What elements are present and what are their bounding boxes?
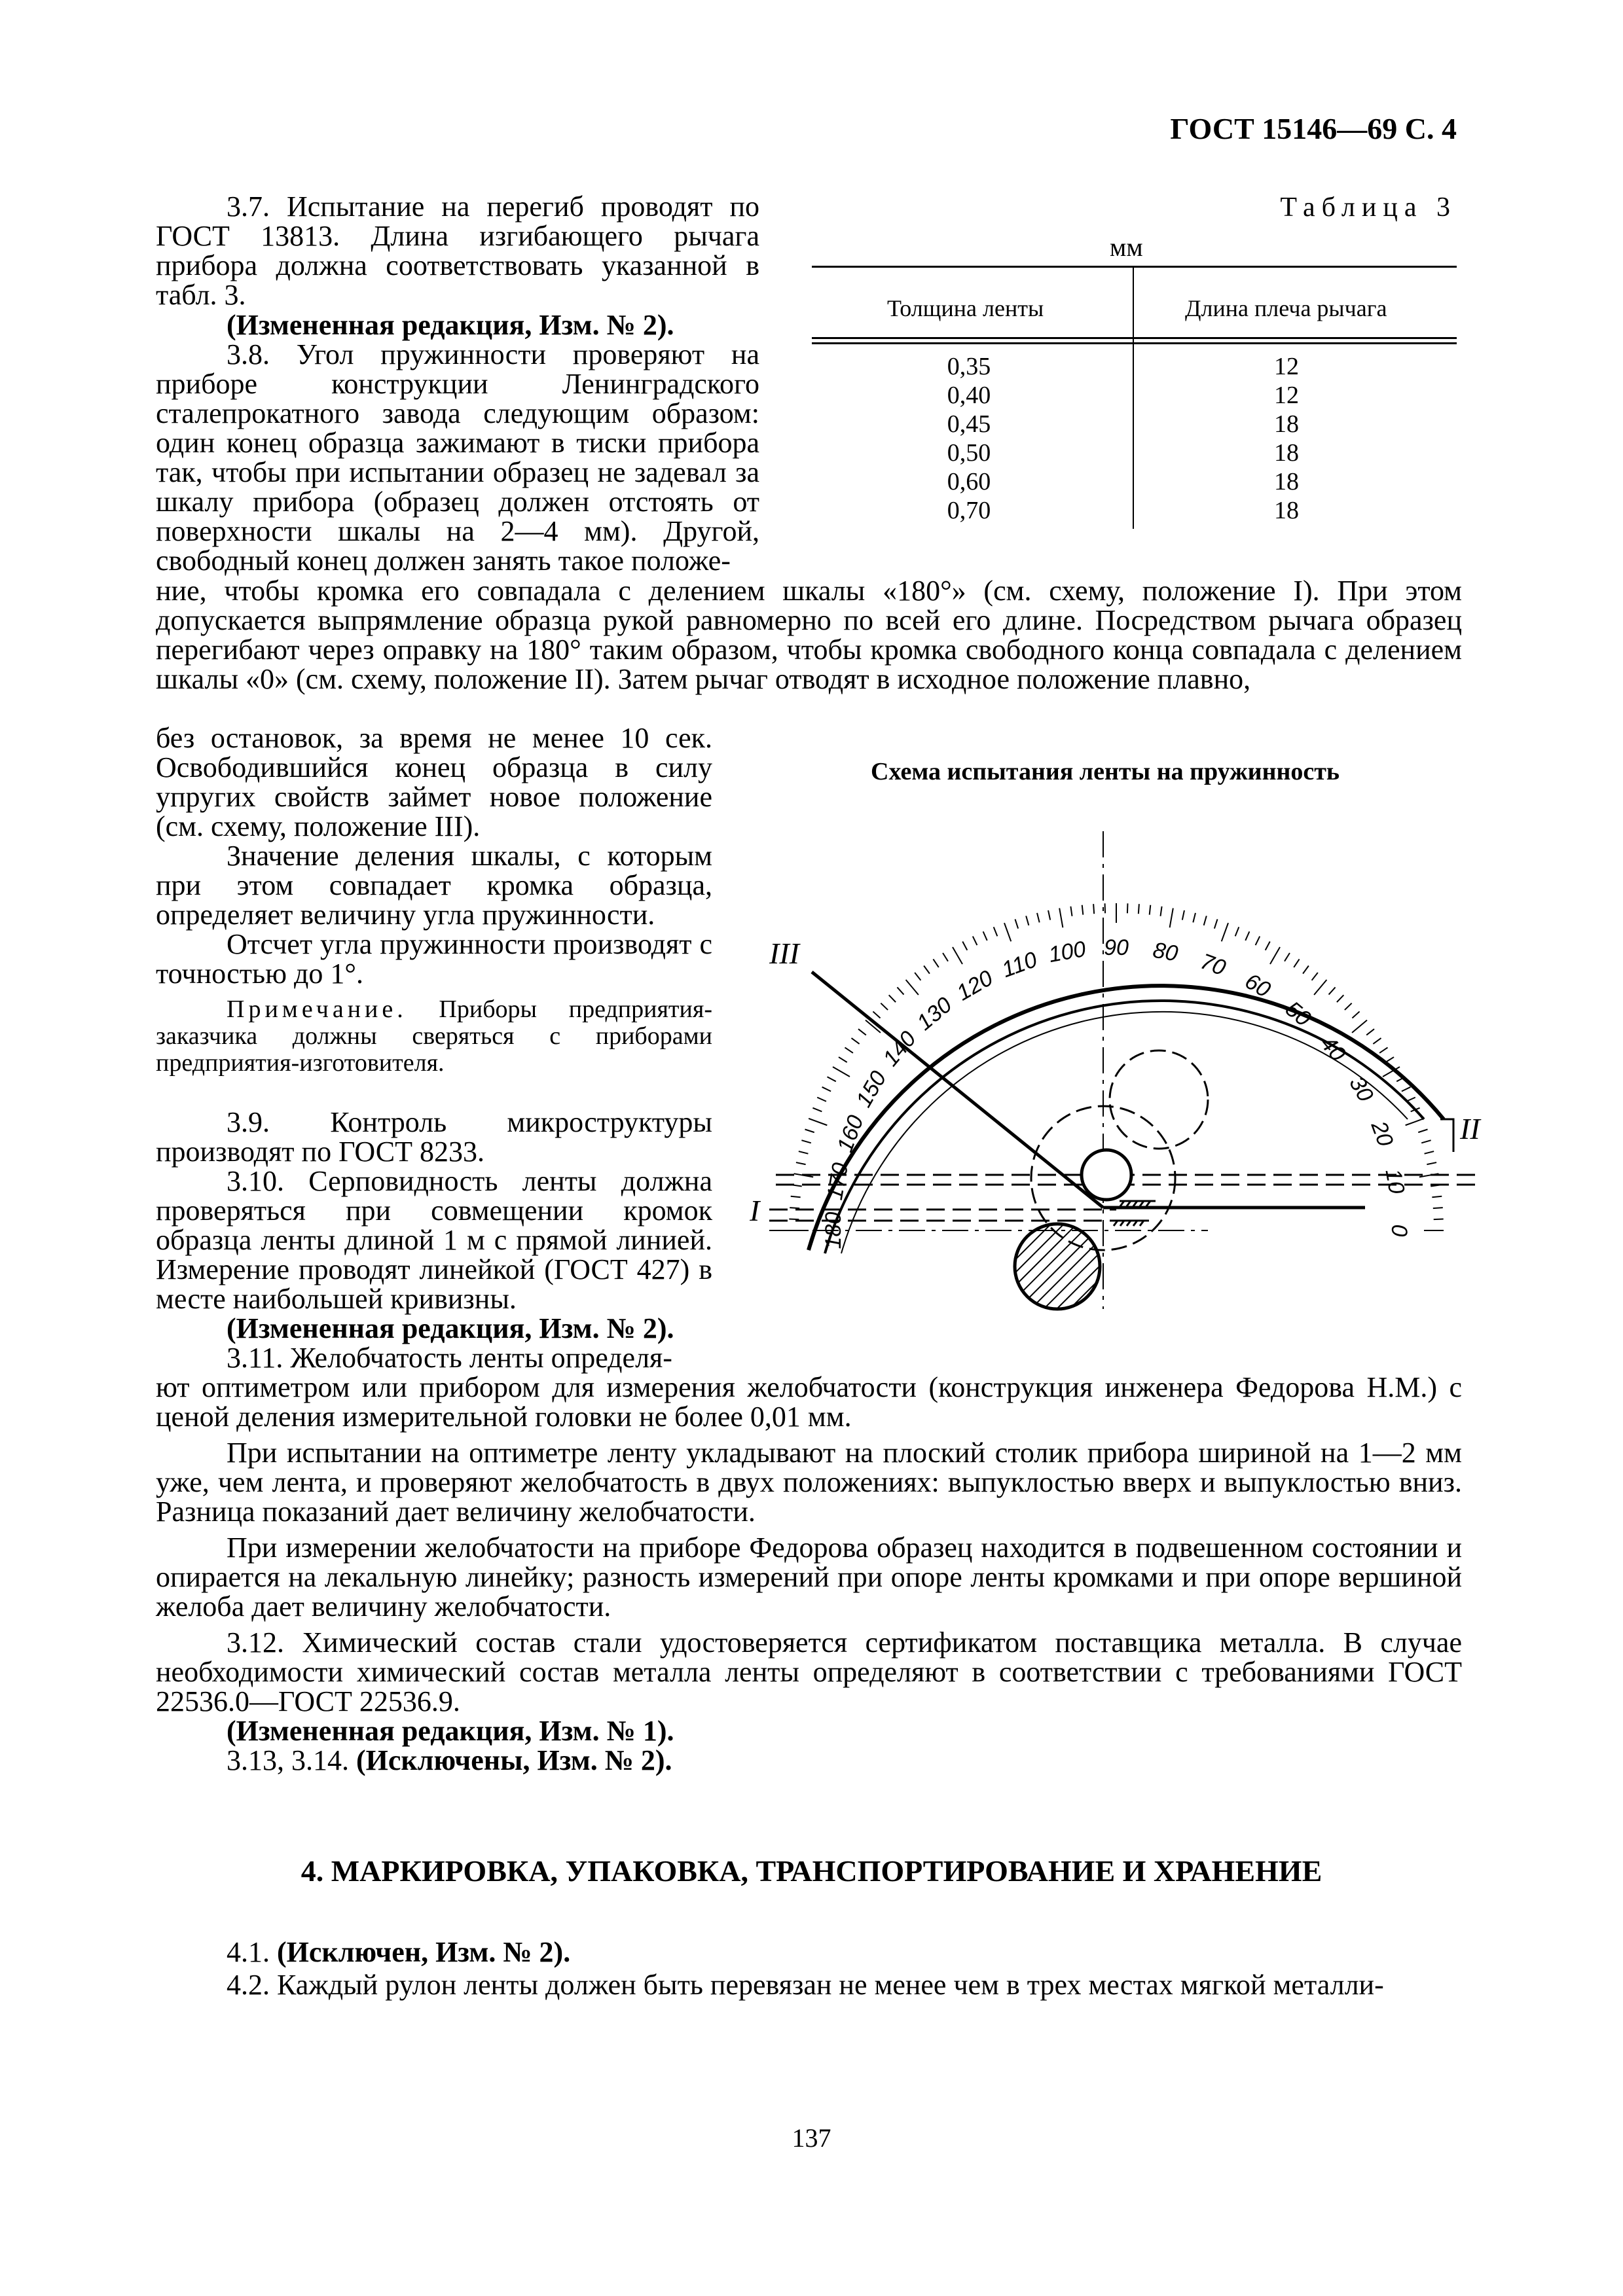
paragraph-4-1 [227, 1937, 570, 1967]
scale-tick [1418, 1129, 1427, 1132]
scale-tick [1329, 987, 1336, 994]
paragraph-3-13-text: (Исключены, Изм. № 2). [356, 1744, 672, 1776]
edit-note-3-12: (Измененная редакция, Изм. № 1). [227, 1715, 674, 1747]
label-position-1: I [750, 1194, 760, 1227]
scale-label: 140 [878, 1026, 921, 1071]
scale-label: 80 [1151, 937, 1180, 967]
paragraph-4-1-number: 4.1. [227, 1936, 277, 1968]
scale-tick [1270, 947, 1280, 964]
scale-tick [1204, 916, 1207, 925]
scale-tick [801, 1140, 811, 1143]
table-cell-thickness: 0,50 [947, 439, 991, 467]
scale-tick [1170, 908, 1173, 928]
table-cell-length: 18 [1274, 497, 1299, 524]
scale-tick [873, 1011, 880, 1018]
vise-mark [1113, 1201, 1156, 1226]
scale-label: 120 [952, 965, 998, 1006]
table-column-divider [1133, 267, 1134, 529]
scale-label: 0 [1387, 1224, 1412, 1237]
paragraph-3-8-b: ние, чтобы кромка его совпадала с делением шкалы «180°» (см. схему, положение I). При этом допускается выпрямление образца рукой равномерно по всей его длине. Посредством рычага образец перегибают через оправку на 180° таким образом, чтобы кромка свободного конца совпадала с делением шкалы «0» (см. схему, положение II). Затем рычаг отводят в исходное положение плавно, [156, 575, 1462, 695]
scale-tick [1406, 1098, 1415, 1102]
scale-tick [1222, 923, 1228, 941]
mandrel-circle [1082, 1150, 1131, 1200]
scale-label: 150 [851, 1066, 892, 1112]
scale-label: 10 [1380, 1167, 1410, 1196]
scale-tick [1303, 965, 1309, 973]
scale-tick [858, 1029, 866, 1035]
scale-labels [821, 935, 1412, 1249]
table-caption: Таблица 3 [1280, 192, 1457, 223]
scale-tick [953, 947, 962, 964]
scale-tick [1434, 1219, 1444, 1220]
roller-circle [1015, 1224, 1100, 1309]
note [156, 996, 712, 1077]
scale-tick [791, 1196, 801, 1198]
scale-tick [1294, 959, 1299, 967]
scale-tick [1402, 1087, 1410, 1092]
scale-tick [973, 937, 977, 945]
scale-label: 180 [820, 1211, 846, 1249]
scale-tick [1037, 913, 1040, 923]
diagram-caption: Схема испытания ленты на пружинность [871, 758, 1340, 785]
scale-label: 20 [1366, 1117, 1398, 1150]
table-cell-thickness: 0,40 [947, 382, 991, 409]
scale-tick [796, 1162, 806, 1164]
scale-label: 60 [1241, 968, 1275, 1003]
scale-tick [789, 1219, 799, 1220]
table-cell-length: 12 [1274, 353, 1299, 380]
scale-tick [1312, 973, 1318, 980]
scale-tick [1105, 903, 1106, 913]
paragraph-3-12: 3.12. Химический состав стали удостоверяется сертификатом поставщика металла. В случае необходимости химический состав металла ленты определяют в соответствии с требованиями ГОСТ 22536.0—ГОСТ 22536.9. [156, 1626, 1462, 1717]
scale-tick [1345, 1003, 1352, 1010]
scale-tick [1373, 1038, 1381, 1044]
scale-tick [962, 942, 967, 950]
scale-tick [943, 953, 948, 961]
scale-tick [1059, 908, 1063, 928]
scale-tick [845, 1047, 852, 1052]
scale-tick [1314, 980, 1326, 995]
scale-tick [822, 1087, 831, 1092]
paragraph-4-2: 4.2. Каждый рулон ленты должен быть перевязан не менее чем в трех местах мягкой металли- [227, 1969, 1384, 2001]
paragraph-3-11-d: При измерении желобчатости на приборе Федорова образец находится в подвешенном состоянии и опирается на лекальную линейку; разность измерений при опоре ленты кромками и при опоре вершиной желоба дает величину желобчатости. [156, 1532, 1462, 1623]
paragraph-3-13 [227, 1746, 672, 1775]
scale-tick [1266, 942, 1270, 950]
scale-tick [1427, 1162, 1436, 1164]
scale-label: 130 [912, 992, 957, 1035]
scale-tick [1214, 919, 1218, 928]
spring-test-diagram [750, 812, 1489, 1374]
scale-tick [1160, 906, 1161, 916]
scale-tick [1082, 905, 1084, 915]
table-header-thickness: Толщина ленты [887, 295, 1044, 321]
scale-tick [1182, 910, 1184, 920]
scale-tick [924, 965, 930, 973]
paragraph-3-8-d: Значение деления шкалы, с которым при этом совпадает кромка образца, определяет величину угла пружинности. [156, 840, 712, 931]
table-column-thickness [930, 352, 1008, 525]
scale-tick [915, 973, 921, 980]
table-cell-length: 12 [1274, 382, 1299, 409]
scale-tick [1127, 903, 1128, 913]
scale-tick [809, 1119, 827, 1125]
scale-label: 110 [998, 946, 1041, 983]
scale-tick [881, 1003, 888, 1010]
paragraph-3-13-number: 3.13, 3.14. [227, 1744, 356, 1776]
scale-tick [1366, 1029, 1374, 1035]
scale-tick [1352, 1011, 1359, 1018]
scale-tick [1245, 931, 1249, 941]
paragraph-3-11-a: 3.11. Желобчатость ленты определя- [227, 1342, 672, 1374]
paragraph-3-7: 3.7. Испытание на перегиб проводят по ГОСТ 13813. Длина изгибающего рычага прибора должна соответствовать указанной в табл. 3. [156, 190, 759, 311]
scale-tick [1337, 995, 1343, 1002]
paragraph-3-10: 3.10. Серповидность ленты должна проверяться при совмещении кромок образца ленты длиной 1 м с прямой линией. Измерение проводят линейкой (ГОСТ 427) в месте наибольшей кривизны. [156, 1165, 712, 1315]
table-cell-thickness: 0,35 [947, 353, 991, 380]
scale-label: 40 [1315, 1031, 1351, 1067]
scale-label: 160 [832, 1112, 869, 1156]
table-cell-length: 18 [1274, 410, 1299, 438]
scale-tick [1093, 904, 1094, 914]
paragraph-3-11-b: ют оптиметром или прибором для измерения желобчатости (конструкция инженера Федорова Н.М.) с ценой деления измерительной головки не более 0,01 мм. [156, 1371, 1462, 1433]
paragraph-3-9: 3.9. Контроль микроструктуры производят по ГОСТ 8233. [156, 1106, 712, 1168]
scale-tick [1379, 1047, 1387, 1052]
scale-tick [851, 1038, 859, 1044]
table-cell-thickness: 0,60 [947, 468, 991, 495]
table-header-length: Длина плеча рычага [1185, 295, 1387, 321]
scale-tick [1026, 916, 1029, 925]
scale-tick [817, 1098, 826, 1102]
section-heading: 4. МАРКИРОВКА, УПАКОВКА, ТРАНСПОРТИРОВАНИЕ И ХРАНЕНИЕ [301, 1854, 1322, 1888]
scale-tick [1425, 1151, 1434, 1154]
scale-label: 90 [1104, 935, 1129, 960]
scale-tick [1432, 1196, 1442, 1198]
scale-tick [1385, 1057, 1394, 1062]
scale-tick [839, 1057, 847, 1062]
paragraph-3-8-e: Отсчет угла пружинности производят с точностью до 1°. [156, 928, 712, 990]
table-cell-thickness: 0,45 [947, 410, 991, 438]
sample-position-3 [812, 972, 1103, 1208]
scale-tick [1150, 905, 1151, 915]
page-number: 137 [792, 2123, 831, 2153]
label-position-2: II [1460, 1112, 1480, 1145]
label-position-3: III [769, 937, 799, 970]
paragraph-3-8-a: 3.8. Угол пружинности проверяют на приборе конструкции Ленинградского сталепрокатного завода следующим образом: один конец образца зажимают в тиски прибора так, чтобы при испытании образец не задевал за шкалу прибора (образец должен отстоять от поверхности шкалы на 2—4 мм). Другой, свободный конец должен занять такое положе- [156, 338, 759, 577]
scale-tick [889, 995, 896, 1002]
edit-note-3-10: (Измененная редакция, Изм. № 2). [227, 1312, 674, 1344]
scale-tick [1048, 910, 1050, 920]
scale-tick [833, 1067, 850, 1077]
scale-label: 170 [822, 1160, 854, 1202]
paragraph-3-8-c: без остановок, за время не менее 10 сек. Освободившийся конец образца в силу упругих свойств займет новое положение (см. схему, положение III). [156, 722, 712, 842]
scale-tick [1004, 923, 1011, 941]
scale-tick [799, 1151, 809, 1154]
dial-right-edge [1440, 1119, 1453, 1152]
scale-tick [805, 1129, 814, 1132]
scale-tick [983, 931, 987, 941]
scale-tick [1015, 919, 1018, 928]
scale-tick [933, 959, 938, 967]
scale-label: 100 [1046, 936, 1088, 968]
table-head-rule [812, 337, 1457, 339]
scale-tick [906, 980, 919, 995]
scale-tick [1256, 937, 1260, 945]
scale-tick [1352, 1020, 1367, 1033]
paragraph-4-1-text: (Исключен, Изм. № 2). [277, 1936, 571, 1968]
scale-tick [897, 987, 903, 994]
scale-tick [994, 927, 998, 936]
page-header: ГОСТ 15146—69 С. 4 [1170, 112, 1457, 145]
scale-label: 70 [1197, 948, 1230, 981]
scale-tick [1070, 906, 1072, 916]
scale-tick [1193, 913, 1195, 923]
table-head-rule-2 [812, 342, 1457, 344]
note-label: Примечание. [227, 996, 407, 1023]
edit-note-3-7: (Измененная редакция, Изм. № 2). [227, 309, 674, 341]
table-cell-length: 18 [1274, 439, 1299, 467]
scale-tick [828, 1077, 836, 1081]
table-unit: мм [1110, 232, 1143, 262]
scale-label: 50 [1280, 996, 1316, 1031]
scale-tick [1406, 1119, 1424, 1125]
table-column-length [1254, 352, 1319, 525]
scale-tick [1285, 953, 1290, 961]
scale-tick [1235, 927, 1239, 936]
table-top-rule [812, 266, 1457, 268]
scale-label: 30 [1344, 1072, 1379, 1106]
note-text: Приборы предприятия-заказчика должны сверяться с приборами предприятия-изготовителя. [156, 996, 712, 1077]
paragraph-3-11-c: При испытании на оптиметре ленту укладывают на плоский столик прибора шириной на 1—2 мм уже, чем лента, и проверяют желобчатость в двух положениях: выпуклостью вверх и выпуклостью вниз. Разница показаний дает величину желобчатости. [156, 1437, 1462, 1528]
table-cell-length: 18 [1274, 468, 1299, 495]
scale-tick [812, 1108, 822, 1112]
table-cell-thickness: 0,70 [947, 497, 991, 524]
scale-tick [1421, 1140, 1431, 1143]
